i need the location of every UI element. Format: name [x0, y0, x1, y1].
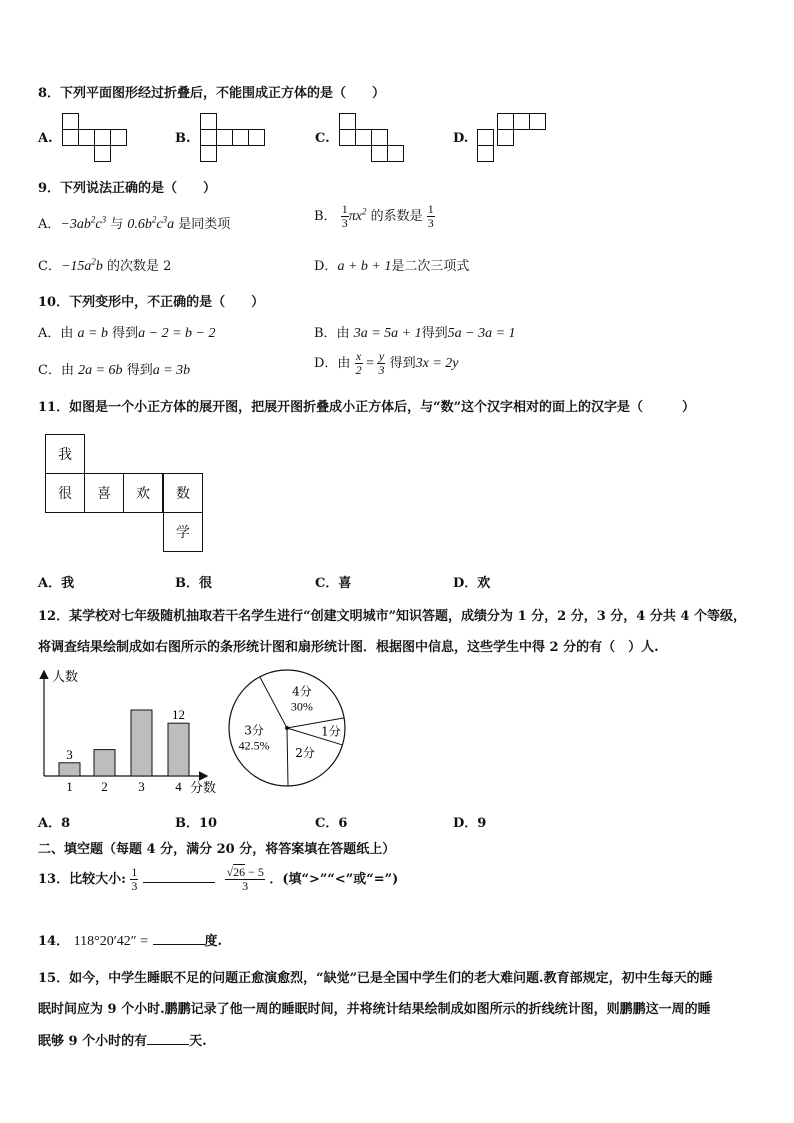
bar-data-label-4: 12: [172, 707, 185, 723]
q8-stem: 8．下列平面图形经过折叠后，不能围成正方体的是（ ）: [38, 86, 386, 101]
q11-option-a[interactable]: A．我: [38, 576, 75, 591]
pie-value-0: 30%: [290, 699, 313, 714]
bar-x-label: 分数: [190, 781, 217, 796]
q9-b-label: B．: [314, 209, 337, 224]
q9-d-label: D．: [314, 259, 338, 274]
q15-line1: 15．如今，中学生睡眠不足的问题正愈演愈烈，“缺觉”已是全国中学生们的老大难问题.教育部规定，初中生每天的睡: [38, 971, 713, 986]
q12-option-d[interactable]: D．9: [453, 816, 487, 831]
q14-line: 14． 118°20′42″ = 度.: [38, 934, 223, 949]
bar-tick-2: 2: [101, 779, 108, 794]
q11-stem: 11．如图是一个小正方体的展开图，把展开图折叠成小正方体后，与“数”这个汉字相对的面上的汉字是（ ）: [38, 400, 696, 415]
q13-line: 13．比较大小: $\frac{1}{3}$ $\frac{√26 - 5}{3}$ ．(填“>”“<”或“=”): [38, 865, 399, 893]
q9-a-text: 是同类项: [178, 217, 231, 232]
q8-option-a-label[interactable]: A.: [38, 131, 53, 146]
q9-option-b[interactable]: B． $\frac{1}{3}$ $\pi x^2$ 的系数是 $\frac{1}{3}$: [314, 202, 434, 230]
bar-chart: [32, 664, 222, 804]
q9-stem: 9．下列说法正确的是（ ）: [38, 181, 217, 196]
q12-stem-line2: 将调查结果绘制成如右图所示的条形统计图和扇形统计图．根据图中信息，这些学生中得 2 分的有（ ）人.: [38, 640, 659, 655]
bar-1: [59, 763, 80, 776]
bar-y-label: 人数: [52, 670, 79, 685]
q9-c-text: 的次数是 2: [107, 259, 172, 274]
q13-answer-blank[interactable]: [143, 882, 215, 883]
q14-answer-blank[interactable]: [153, 944, 205, 945]
net-cell-xi: 喜: [84, 473, 124, 513]
bar-tick-4: 4: [175, 779, 182, 794]
q10-option-c[interactable]: C．由 2a = 6b 得到a = 3b: [38, 363, 191, 378]
q12-stem-line1: 12．某学校对七年级随机抽取若干名学生进行“创建文明城市”知识答题，成绩分为 1 分，2 分，3 分，4 分共 4 个等级，: [38, 609, 746, 624]
q12-option-c[interactable]: C．6: [315, 816, 348, 831]
q10-option-d[interactable]: D．由 $\frac{x}{2}$ = $\frac{y}{3}$ 得到3x = 2y: [314, 349, 459, 377]
net-cell-shu: 数: [163, 473, 203, 513]
pie-value-3: 42.5%: [238, 738, 270, 753]
pie-label-2: 2分: [295, 745, 315, 760]
q9-option-d[interactable]: D．a + b + 1是二次三项式: [314, 259, 470, 274]
q12-option-b[interactable]: B．10: [175, 816, 218, 831]
q8-option-c-label[interactable]: C.: [315, 131, 330, 146]
bar-2: [94, 750, 115, 776]
pie-center: [285, 726, 289, 730]
bar-tick-3: 3: [138, 779, 145, 794]
q15-answer-blank[interactable]: [147, 1044, 189, 1045]
q15-line3: 眠够 9 个小时的有 天.: [38, 1034, 207, 1049]
net-cell-huan: 欢: [123, 473, 163, 513]
q9-d-text: 是二次三项式: [391, 259, 470, 274]
q9-a-label: A．: [38, 217, 61, 232]
q9-option-c[interactable]: C．$-15a^2b$ 的次数是 2: [38, 256, 172, 274]
net-cell-wo: 我: [45, 434, 85, 474]
net-cell-xue: 学: [163, 512, 203, 552]
q10-option-b[interactable]: B．由 3a = 5a + 1得到5a − 3a = 1: [314, 326, 516, 341]
q10-option-a[interactable]: A．由 a = b 得到a − 2 = b − 2: [38, 326, 216, 341]
section-2-heading: 二、填空题（每题 4 分，满分 20 分，将答案填在答题纸上）: [38, 842, 396, 857]
q9-option-a[interactable]: A．$-3ab^2c^3$ 与 $0.6b^2c^3a$ 是同类项: [38, 214, 231, 232]
q11-option-b[interactable]: B．很: [175, 576, 212, 591]
q8-option-b-label[interactable]: B.: [175, 131, 191, 146]
pie-label-3: 3分: [244, 723, 264, 738]
bar-3: [131, 710, 152, 776]
q12-option-a[interactable]: A．8: [38, 816, 71, 831]
pie-chart: [225, 666, 350, 791]
q15-line2: 眠时间应为 9 个小时.鹏鹏记录了他一周的睡眠时间，并将统计结果绘制成如图所示的折线统计图，则鹏鹏这一周的睡: [38, 1002, 711, 1017]
pie-label-1: 1分: [321, 724, 341, 739]
bar-4: [168, 723, 189, 776]
q8-option-d-label[interactable]: D.: [453, 131, 469, 146]
q10-stem: 10．下列变形中，不正确的是（ ）: [38, 295, 265, 310]
pie-label-0: 4分: [292, 684, 312, 699]
q9-c-label: C．: [38, 259, 61, 274]
q11-option-c[interactable]: C．喜: [315, 576, 352, 591]
net-cell-hen: 很: [45, 473, 85, 513]
q11-option-d[interactable]: D．欢: [453, 576, 491, 591]
bar-tick-1: 1: [66, 779, 73, 794]
q9-b-text: 的系数是: [370, 209, 423, 224]
bar-data-label-1: 3: [66, 746, 73, 762]
